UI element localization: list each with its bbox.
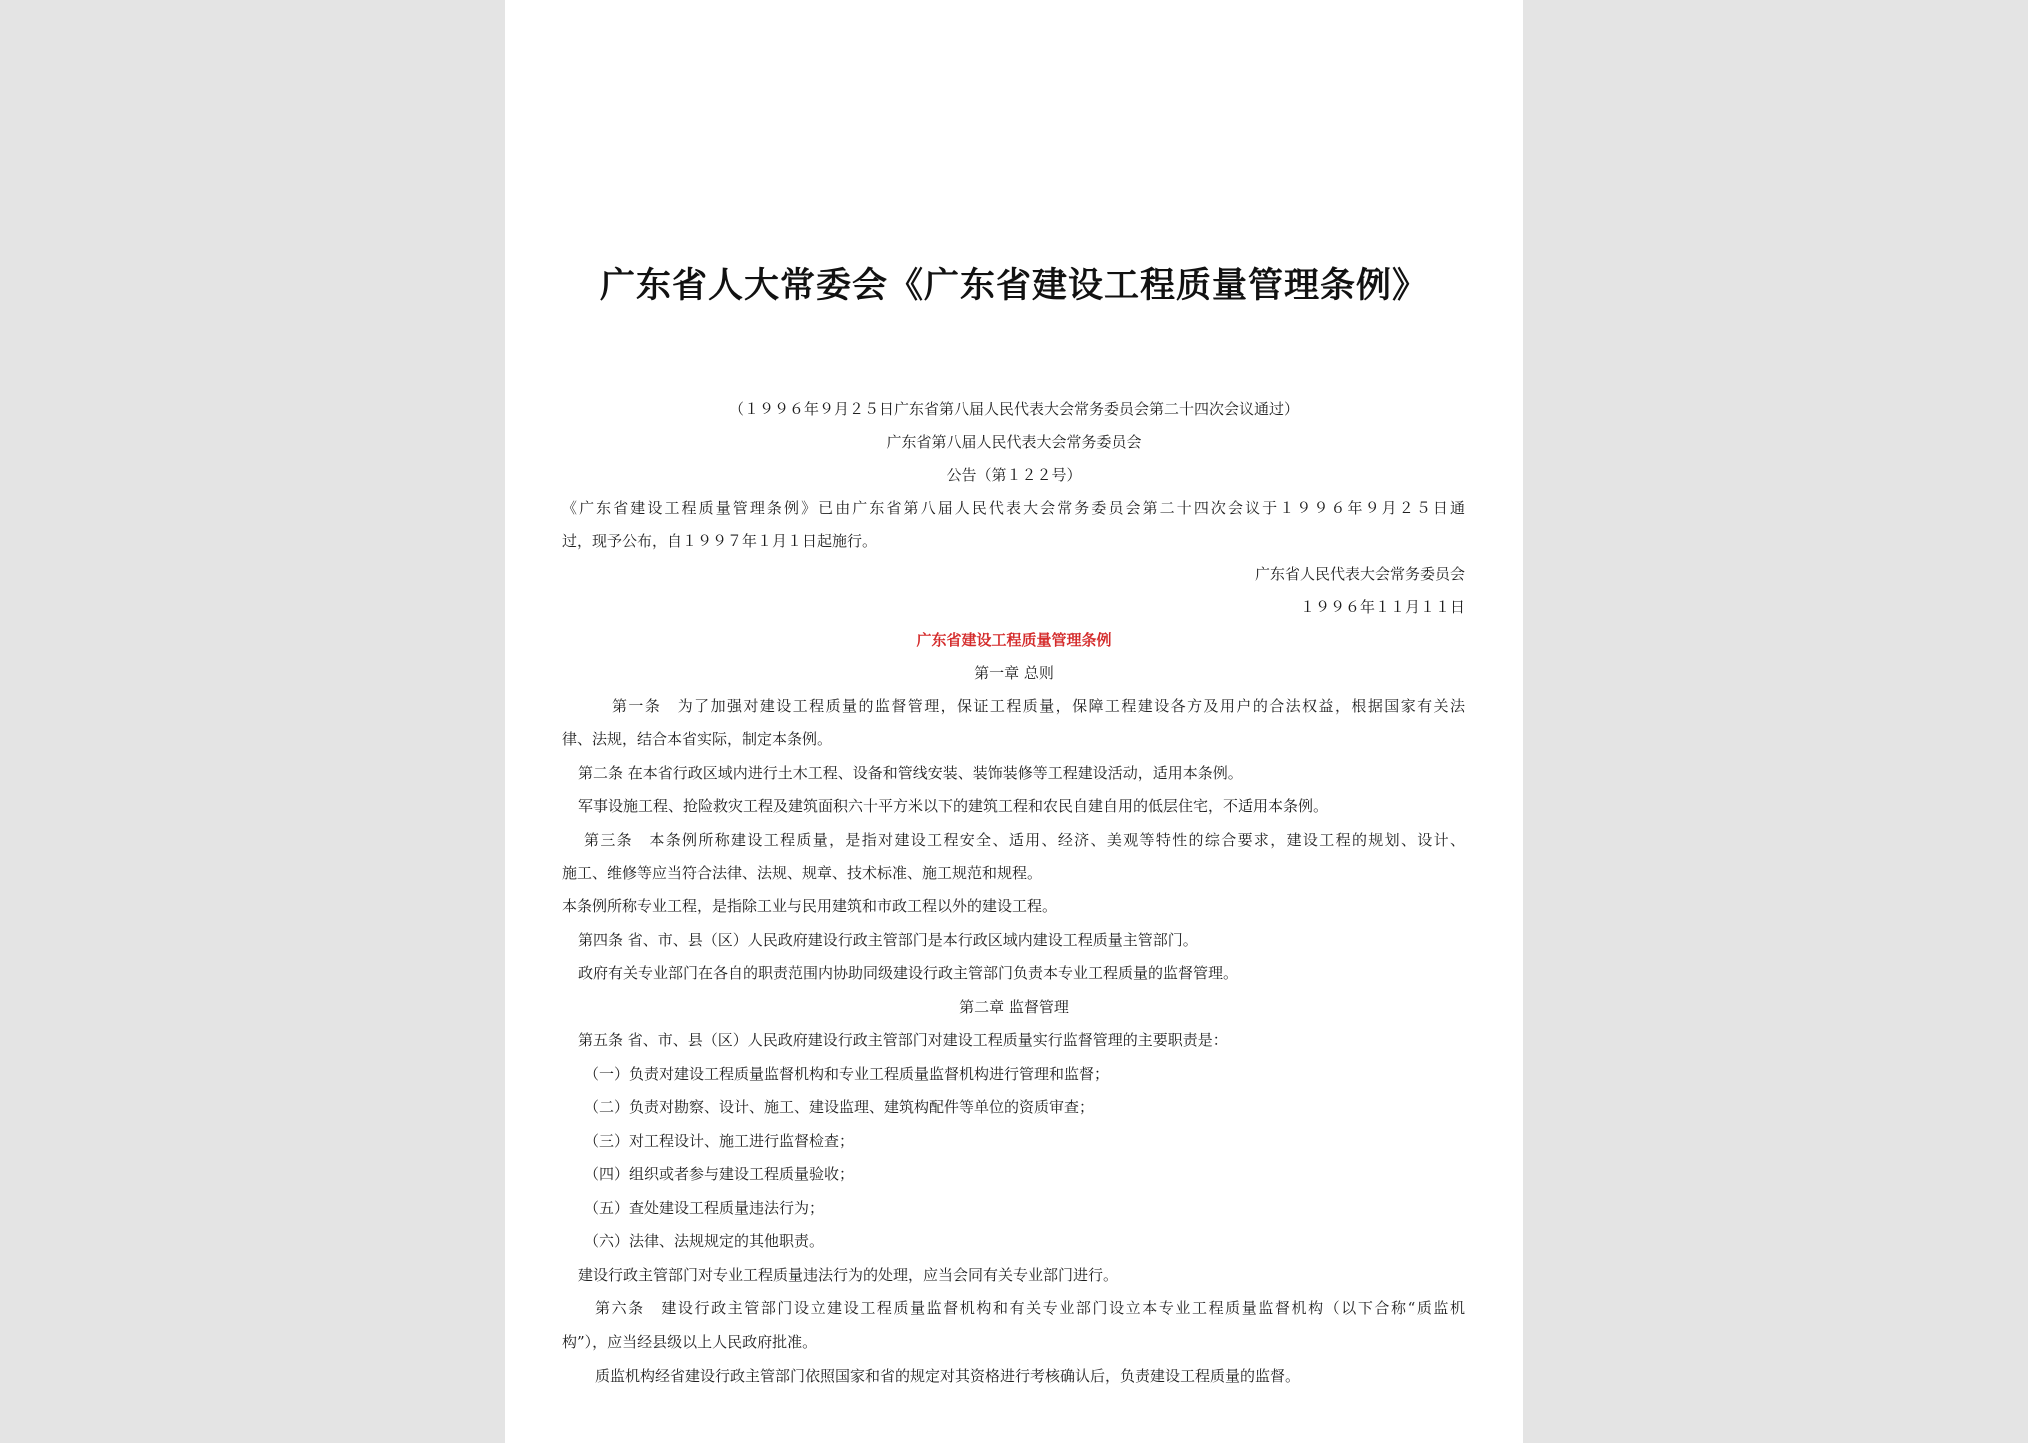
article-5-item: （二）负责对勘察、设计、施工、建设监理、建筑构配件等单位的资质审查； <box>584 1098 1095 1116</box>
article-5-intro: 第五条 省、市、县（区）人民政府建设行政主管部门对建设工程质量实行监督管理的主要职责是： <box>578 1031 1228 1049</box>
chapter-1-heading: 第一章 总则 <box>974 664 1054 682</box>
document-subtitle: （１９９６年９月２５日广东省第八届人民代表大会常务委员会第二十四次会议通过） <box>728 400 1299 418</box>
article-3-line-3: 本条例所称专业工程，是指除工业与民用建筑和市政工程以外的建设工程。 <box>562 897 1058 915</box>
article-5-item: （六）法律、法规规定的其他职责。 <box>584 1232 825 1250</box>
article-1-line-2: 律、法规，结合本省实际，制定本条例。 <box>562 730 833 748</box>
document-page <box>505 0 1523 1443</box>
article-2-line-1: 第二条 在本省行政区域内进行土木工程、设备和管线安装、装饰装修等工程建设活动，适用本条例。 <box>578 764 1243 782</box>
issuer-line: 广东省第八届人民代表大会常务委员会 <box>886 433 1142 451</box>
article-6-line-1: 第六条 建设行政主管部门设立建设工程质量监督机构和有关专业部门设立本专业工程质量监督机构（以下合称“质监机 <box>595 1299 1465 1317</box>
article-4-line-1: 第四条 省、市、县（区）人民政府建设行政主管部门是本行政区域内建设工程质量主管部门。 <box>578 931 1198 949</box>
announcement-paragraph-line-1: 《广东省建设工程质量管理条例》已由广东省第八届人民代表大会常务委员会第二十四次会议于１９９６年９月２５日通 <box>562 499 1465 517</box>
article-3-line-2: 施工、维修等应当符合法律、法规、规章、技术标准、施工规范和规程。 <box>562 864 1043 882</box>
article-3-line-1: 第三条 本条例所称建设工程质量，是指对建设工程安全、适用、经济、美观等特性的综合要求，建设工程的规划、设计、 <box>584 831 1465 849</box>
article-2-line-2: 军事设施工程、抢险救灾工程及建筑面积六十平方米以下的建筑工程和农民自建自用的低层住宅，不适用本条例。 <box>578 797 1329 815</box>
document-title: 广东省人大常委会《广东省建设工程质量管理条例》 <box>599 265 1428 306</box>
article-5-item: （一）负责对建设工程质量监督机构和专业工程质量监督机构进行管理和监督； <box>584 1065 1110 1083</box>
article-4-line-2: 政府有关专业部门在各自的职责范围内协助同级建设行政主管部门负责本专业工程质量的监督管理。 <box>578 964 1239 982</box>
signature-organization: 广东省人民代表大会常务委员会 <box>1254 565 1465 583</box>
article-5-item: （五）查处建设工程质量违法行为； <box>584 1199 825 1217</box>
article-5-tail: 建设行政主管部门对专业工程质量违法行为的处理，应当会同有关专业部门进行。 <box>578 1266 1119 1284</box>
regulation-title: 广东省建设工程质量管理条例 <box>916 631 1112 649</box>
article-6-line-3: 质监机构经省建设行政主管部门依照国家和省的规定对其资格进行考核确认后，负责建设工程质量的监督。 <box>595 1367 1301 1385</box>
article-5-item: （三）对工程设计、施工进行监督检查； <box>584 1132 855 1150</box>
article-5-item: （四）组织或者参与建设工程质量验收； <box>584 1165 855 1183</box>
announcement-number: 公告（第１２２号） <box>946 466 1082 484</box>
chapter-2-heading: 第二章 监督管理 <box>959 998 1069 1016</box>
article-1-line-1: 第一条 为了加强对建设工程质量的监督管理，保证工程质量，保障工程建设各方及用户的合法权益，根据国家有关法 <box>612 697 1465 715</box>
signature-date: １９９６年１１月１１日 <box>1299 598 1465 616</box>
article-6-line-2: 构”），应当经县级以上人民政府批准。 <box>562 1333 818 1351</box>
announcement-paragraph-line-2: 过，现予公布，自１９９７年１月１日起施行。 <box>562 532 878 550</box>
